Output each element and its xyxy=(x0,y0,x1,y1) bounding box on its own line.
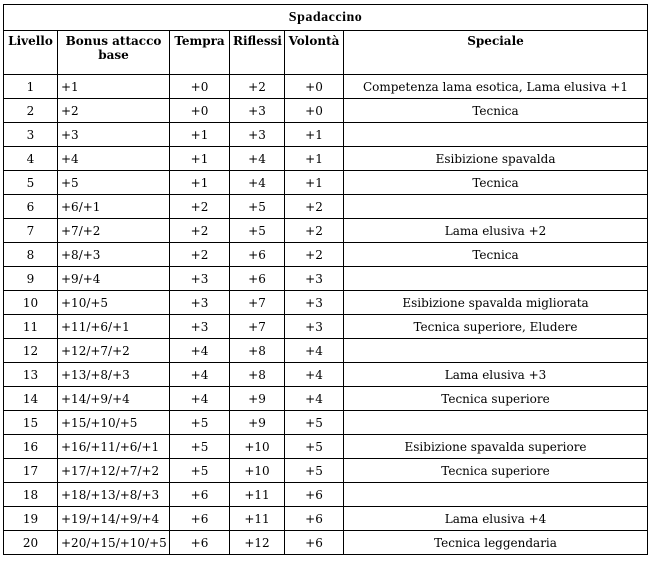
cell-will: +3 xyxy=(285,291,344,315)
cell-fort: +0 xyxy=(170,75,230,99)
cell-will: +2 xyxy=(285,219,344,243)
cell-bab: +3 xyxy=(58,123,170,147)
cell-bab: +19/+14/+9/+4 xyxy=(58,507,170,531)
cell-level: 12 xyxy=(4,339,58,363)
cell-ref: +11 xyxy=(230,507,285,531)
cell-fort: +5 xyxy=(170,411,230,435)
cell-special: Esibizione spavalda superiore xyxy=(344,435,648,459)
table-row xyxy=(4,75,648,99)
cell-bab: +8/+3 xyxy=(58,243,170,267)
cell-fort: +3 xyxy=(170,315,230,339)
cell-special: Lama elusiva +3 xyxy=(344,363,648,387)
table-body xyxy=(4,75,648,555)
cell-fort: +3 xyxy=(170,267,230,291)
header-bab: Bonus attacco base xyxy=(58,31,170,75)
cell-bab: +14/+9/+4 xyxy=(58,387,170,411)
cell-will: +5 xyxy=(285,435,344,459)
table-row xyxy=(4,195,648,219)
cell-bab: +1 xyxy=(58,75,170,99)
table-row xyxy=(4,147,648,171)
cell-ref: +6 xyxy=(230,243,285,267)
table-row xyxy=(4,483,648,507)
cell-fort: +1 xyxy=(170,147,230,171)
cell-special xyxy=(344,267,648,291)
cell-special: Lama elusiva +2 xyxy=(344,219,648,243)
cell-bab: +7/+2 xyxy=(58,219,170,243)
cell-fort: +6 xyxy=(170,483,230,507)
cell-ref: +8 xyxy=(230,339,285,363)
cell-special xyxy=(344,483,648,507)
table-row xyxy=(4,267,648,291)
cell-bab: +11/+6/+1 xyxy=(58,315,170,339)
cell-fort: +6 xyxy=(170,507,230,531)
cell-ref: +7 xyxy=(230,315,285,339)
cell-special: Lama elusiva +4 xyxy=(344,507,648,531)
cell-fort: +2 xyxy=(170,195,230,219)
cell-bab: +4 xyxy=(58,147,170,171)
table-row xyxy=(4,339,648,363)
table-row xyxy=(4,363,648,387)
header-fort: Tempra xyxy=(170,31,230,75)
cell-level: 11 xyxy=(4,315,58,339)
cell-special xyxy=(344,123,648,147)
cell-bab: +15/+10/+5 xyxy=(58,411,170,435)
cell-special: Competenza lama esotica, Lama elusiva +1 xyxy=(344,75,648,99)
cell-bab: +12/+7/+2 xyxy=(58,339,170,363)
header-special: Speciale xyxy=(344,31,648,75)
cell-will: +3 xyxy=(285,267,344,291)
table-row xyxy=(4,387,648,411)
cell-ref: +4 xyxy=(230,147,285,171)
cell-will: +6 xyxy=(285,507,344,531)
table-row xyxy=(4,219,648,243)
cell-level: 13 xyxy=(4,363,58,387)
cell-will: +1 xyxy=(285,147,344,171)
cell-level: 19 xyxy=(4,507,58,531)
cell-will: +5 xyxy=(285,459,344,483)
cell-ref: +11 xyxy=(230,483,285,507)
cell-will: +1 xyxy=(285,171,344,195)
cell-level: 17 xyxy=(4,459,58,483)
cell-bab: +9/+4 xyxy=(58,267,170,291)
cell-level: 2 xyxy=(4,99,58,123)
table-row xyxy=(4,243,648,267)
cell-level: 5 xyxy=(4,171,58,195)
table-row xyxy=(4,171,648,195)
cell-ref: +9 xyxy=(230,411,285,435)
cell-ref: +4 xyxy=(230,171,285,195)
cell-special: Tecnica xyxy=(344,99,648,123)
cell-ref: +2 xyxy=(230,75,285,99)
cell-fort: +5 xyxy=(170,459,230,483)
cell-level: 10 xyxy=(4,291,58,315)
cell-fort: +2 xyxy=(170,243,230,267)
cell-special: Esibizione spavalda xyxy=(344,147,648,171)
cell-fort: +3 xyxy=(170,291,230,315)
cell-ref: +10 xyxy=(230,435,285,459)
table-row xyxy=(4,99,648,123)
cell-special: Tecnica xyxy=(344,243,648,267)
cell-ref: +7 xyxy=(230,291,285,315)
table-row xyxy=(4,291,648,315)
cell-special xyxy=(344,195,648,219)
cell-special xyxy=(344,411,648,435)
cell-fort: +4 xyxy=(170,363,230,387)
cell-ref: +8 xyxy=(230,363,285,387)
cell-will: +4 xyxy=(285,339,344,363)
cell-special: Tecnica leggendaria xyxy=(344,531,648,555)
cell-will: +1 xyxy=(285,123,344,147)
header-ref: Riflessi xyxy=(230,31,285,75)
table-row xyxy=(4,459,648,483)
cell-ref: +5 xyxy=(230,219,285,243)
cell-level: 16 xyxy=(4,435,58,459)
cell-ref: +3 xyxy=(230,123,285,147)
cell-ref: +9 xyxy=(230,387,285,411)
cell-ref: +12 xyxy=(230,531,285,555)
cell-will: +4 xyxy=(285,363,344,387)
cell-bab: +16/+11/+6/+1 xyxy=(58,435,170,459)
cell-level: 1 xyxy=(4,75,58,99)
cell-special: Tecnica superiore, Eludere xyxy=(344,315,648,339)
cell-will: +5 xyxy=(285,411,344,435)
cell-bab: +6/+1 xyxy=(58,195,170,219)
cell-will: +2 xyxy=(285,243,344,267)
cell-ref: +3 xyxy=(230,99,285,123)
cell-bab: +18/+13/+8/+3 xyxy=(58,483,170,507)
table-row xyxy=(4,315,648,339)
cell-fort: +4 xyxy=(170,387,230,411)
cell-fort: +6 xyxy=(170,531,230,555)
table-row xyxy=(4,123,648,147)
cell-will: +6 xyxy=(285,483,344,507)
cell-level: 7 xyxy=(4,219,58,243)
table-title: Spadaccino xyxy=(4,5,648,31)
cell-level: 8 xyxy=(4,243,58,267)
cell-level: 20 xyxy=(4,531,58,555)
cell-will: +2 xyxy=(285,195,344,219)
cell-special: Tecnica superiore xyxy=(344,459,648,483)
table-row xyxy=(4,411,648,435)
cell-special: Tecnica superiore xyxy=(344,387,648,411)
cell-special: Esibizione spavalda migliorata xyxy=(344,291,648,315)
header-level: Livello xyxy=(4,31,58,75)
cell-fort: +4 xyxy=(170,339,230,363)
cell-ref: +6 xyxy=(230,267,285,291)
cell-will: +0 xyxy=(285,99,344,123)
cell-ref: +5 xyxy=(230,195,285,219)
cell-bab: +5 xyxy=(58,171,170,195)
cell-special xyxy=(344,339,648,363)
table-row xyxy=(4,507,648,531)
cell-level: 9 xyxy=(4,267,58,291)
cell-bab: +17/+12/+7/+2 xyxy=(58,459,170,483)
cell-level: 6 xyxy=(4,195,58,219)
cell-ref: +10 xyxy=(230,459,285,483)
table-row xyxy=(4,435,648,459)
class-progression-table xyxy=(3,4,648,555)
cell-level: 14 xyxy=(4,387,58,411)
cell-will: +4 xyxy=(285,387,344,411)
table-row xyxy=(4,531,648,555)
cell-will: +0 xyxy=(285,75,344,99)
cell-level: 4 xyxy=(4,147,58,171)
cell-level: 18 xyxy=(4,483,58,507)
cell-special: Tecnica xyxy=(344,171,648,195)
cell-fort: +5 xyxy=(170,435,230,459)
cell-level: 15 xyxy=(4,411,58,435)
cell-bab: +13/+8/+3 xyxy=(58,363,170,387)
cell-fort: +1 xyxy=(170,171,230,195)
cell-fort: +2 xyxy=(170,219,230,243)
cell-bab: +10/+5 xyxy=(58,291,170,315)
cell-bab: +20/+15/+10/+5 xyxy=(58,531,170,555)
cell-fort: +1 xyxy=(170,123,230,147)
cell-bab: +2 xyxy=(58,99,170,123)
cell-level: 3 xyxy=(4,123,58,147)
cell-will: +3 xyxy=(285,315,344,339)
cell-fort: +0 xyxy=(170,99,230,123)
header-will: Volontà xyxy=(285,31,344,75)
cell-will: +6 xyxy=(285,531,344,555)
